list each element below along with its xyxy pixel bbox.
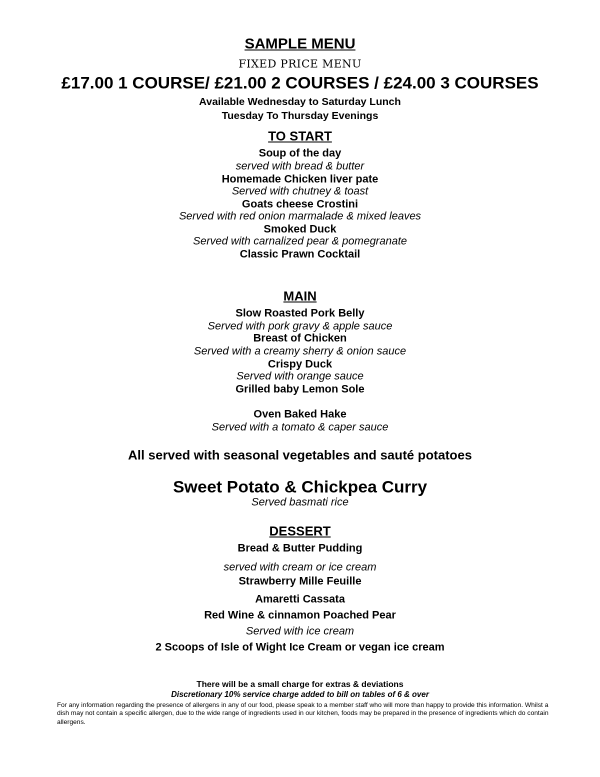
dish-name-curry: Sweet Potato & Chickpea Curry (172, 477, 428, 497)
extras-note: There will be a small charge for extras & deviations (196, 678, 404, 689)
dish-name: Bread & Butter Pudding (237, 542, 363, 555)
service-charge-note: Discretionary 10% service charge added to bill on tables of 6 & over (171, 690, 429, 699)
dish-description: served with bread & butter (235, 160, 365, 173)
menu-title: SAMPLE MENU (244, 35, 356, 53)
dish-description: Served with chutney & toast (231, 185, 369, 198)
availability-lunch: Available Wednesday to Saturday Lunch (199, 95, 401, 108)
dish-description: Served with red onion marmalade & mixed leaves (178, 210, 422, 223)
section-heading-starters: TO START (268, 128, 332, 144)
price-line: £17.00 1 COURSE/ £21.00 2 COURSES / £24.00 3 COURSES (61, 73, 539, 93)
dish-name: Soup of the day (258, 147, 342, 160)
dish-description: Served basmati rice (251, 496, 349, 509)
dish-name: Goats cheese Crostini (241, 198, 359, 211)
dish-name: Classic Prawn Cocktail (239, 248, 361, 261)
menu-subtitle: FIXED PRICE MENU (238, 57, 362, 71)
dish-description: served with cream or ice cream (223, 561, 377, 574)
mains-accompaniment: All served with seasonal vegetables and sauté potatoes (128, 447, 472, 463)
dish-name: Red Wine & cinnamon Poached Pear (204, 609, 396, 622)
dish-name: Smoked Duck (263, 223, 337, 236)
dish-name: Amaretti Cassata (255, 593, 345, 606)
dish-name: 2 Scoops of Isle of Wight Ice Cream or vegan ice cream (155, 641, 445, 654)
dish-name: Crispy Duck (267, 358, 333, 371)
dish-name: Slow Roasted Pork Belly (235, 307, 365, 320)
dish-description: Served with orange sauce (236, 370, 364, 383)
dish-description: Served with a tomato & caper sauce (211, 421, 389, 434)
allergen-notice: For any information regarding the presence of allergens in any of our food, please speak to a member staff who will more than happy to provide this information. Whilst a dish may not contain a specific allergen, due to the wide range of ingredients used in our kitchen, foods may be prepared in the presence of ingredients which do contain allergens. (57, 702, 549, 726)
dish-name: Breast of Chicken (253, 332, 347, 345)
dish-name: Strawberry Mille Feuille (238, 575, 362, 588)
dish-description: Served with a creamy sherry & onion sauce (193, 345, 407, 358)
availability-evenings: Tuesday To Thursday Evenings (221, 109, 379, 122)
dish-name: Grilled baby Lemon Sole (235, 383, 365, 396)
dish-name: Oven Baked Hake (253, 408, 347, 421)
dish-name: Homemade Chicken liver pate (221, 173, 379, 186)
section-heading-main: MAIN (283, 288, 317, 304)
dish-description: Served with carnalized pear & pomegranate (192, 235, 407, 248)
section-heading-dessert: DESSERT (269, 523, 331, 539)
dish-description: Served with ice cream (245, 625, 355, 638)
dish-description: Served with pork gravy & apple sauce (207, 320, 393, 333)
